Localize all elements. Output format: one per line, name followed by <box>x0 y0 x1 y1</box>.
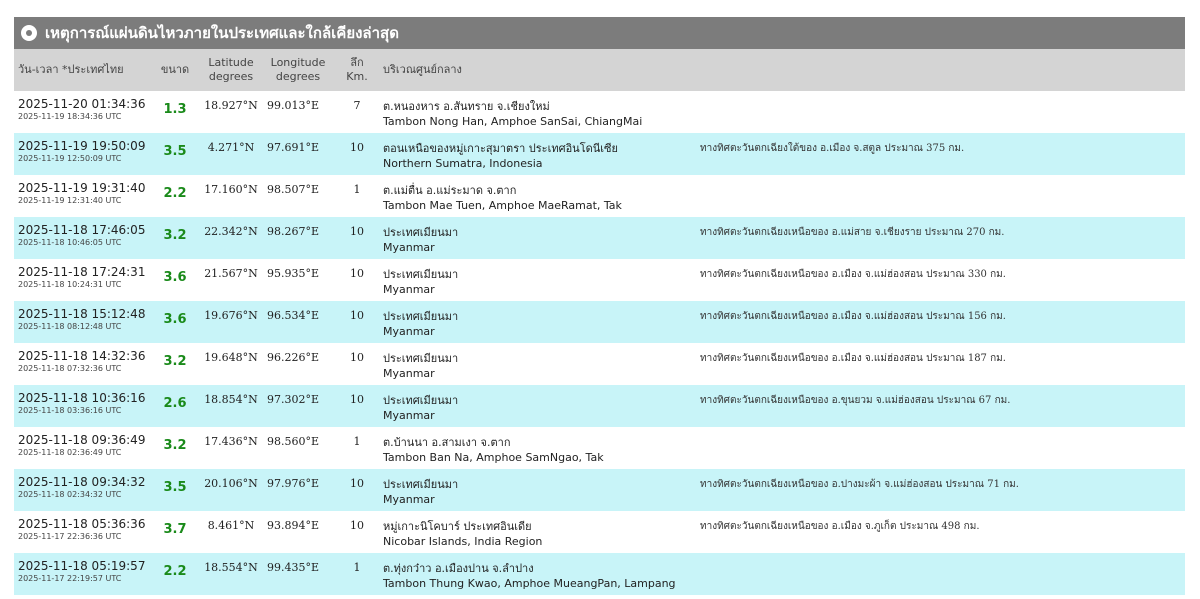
location-english: Myanmar <box>383 325 435 338</box>
location-cell <box>379 385 700 427</box>
datetime-cell <box>14 217 149 259</box>
location-cell <box>379 553 700 595</box>
depth-value: 10 <box>335 301 379 343</box>
utc-time: 2025-11-19 18:34:36 UTC <box>18 112 122 121</box>
location-cell <box>379 343 700 385</box>
datetime-cell <box>14 427 149 469</box>
longitude-value: 97.691°E <box>261 133 335 175</box>
table-row[interactable] <box>14 217 1185 259</box>
latitude-value: 21.567°N <box>204 267 258 280</box>
local-time: 2025-11-19 19:31:40 <box>18 181 146 195</box>
depth-value: 1 <box>353 435 361 448</box>
location-thai: ตอนเหนือของหมู่เกาะสุมาตรา ประเทศอินโดนีเซีย <box>383 142 618 155</box>
table-row[interactable] <box>14 553 1185 595</box>
utc-time: 2025-11-17 22:36:36 UTC <box>18 532 122 541</box>
table-row[interactable] <box>14 511 1185 553</box>
utc-time: 2025-11-18 03:36:16 UTC <box>18 406 122 415</box>
reference-distance: ทางทิศตะวันตกเฉียงใต้ของ อ.เมือง จ.สตูล ประมาณ 375 กม. <box>700 133 1185 175</box>
location-english: Tambon Ban Na, Amphoe SamNgao, Tak <box>383 451 604 464</box>
location-english: Tambon Nong Han, Amphoe SanSai, ChiangMai <box>383 115 643 128</box>
location-thai: ประเทศเมียนมา <box>383 394 459 407</box>
location-thai: ต.ทุ่งกว๋าว อ.เมืองปาน จ.ลำปาง <box>383 562 534 575</box>
magnitude-value: 3.5 <box>149 469 201 511</box>
local-time: 2025-11-18 15:12:48 <box>18 307 146 321</box>
depth-value: 10 <box>350 519 364 532</box>
local-time: 2025-11-19 19:50:09 <box>18 139 146 153</box>
location-thai: ประเทศเมียนมา <box>383 352 459 365</box>
longitude-value: 93.894°E <box>267 519 320 532</box>
local-time: 2025-11-18 17:46:05 <box>18 223 146 237</box>
datetime-cell <box>14 91 149 133</box>
location-thai: ต.บ้านนา อ.สามเงา จ.ตาก <box>383 436 511 449</box>
datetime-cell <box>14 343 149 385</box>
location-thai: ต.หนองหาร อ.สันทราย จ.เชียงใหม่ <box>383 100 550 113</box>
location-thai: ประเทศเมียนมา <box>383 478 459 491</box>
reference-distance <box>700 91 1185 133</box>
location-english: Myanmar <box>383 283 435 296</box>
datetime-cell <box>14 385 149 427</box>
magnitude-value: 3.6 <box>163 270 187 285</box>
reference-distance: ทางทิศตะวันตกเฉียงเหนือของ อ.เมือง จ.ภูเก็ต ประมาณ 498 กม. <box>700 521 980 532</box>
location-cell <box>379 175 700 217</box>
location-cell <box>379 427 700 469</box>
table-row[interactable] <box>14 427 1185 469</box>
reference-distance: ทางทิศตะวันตกเฉียงเหนือของ อ.เมือง จ.แม่ฮ่องสอน ประมาณ 330 กม. <box>700 269 1006 280</box>
location-english: Myanmar <box>383 409 435 422</box>
latitude-value: 19.648°N <box>204 351 258 364</box>
magnitude-value: 3.2 <box>149 217 201 259</box>
table-row[interactable] <box>14 469 1185 511</box>
location-thai: ประเทศเมียนมา <box>383 268 459 281</box>
depth-value: 10 <box>335 133 379 175</box>
latitude-value: 20.106°N <box>201 469 261 511</box>
depth-value: 1 <box>353 183 361 196</box>
reference-distance: ทางทิศตะวันตกเฉียงเหนือของ อ.เมือง จ.แม่ฮ่องสอน ประมาณ 156 กม. <box>700 301 1185 343</box>
location-english: Tambon Thung Kwao, Amphoe MueangPan, Lampang <box>383 577 676 590</box>
column-header-location[interactable]: บริเวณศูนย์กลาง <box>379 49 700 91</box>
latitude-value: 17.160°N <box>204 183 258 196</box>
datetime-cell <box>14 175 149 217</box>
location-thai: ต.แม่ตื่น อ.แม่ระมาด จ.ตาก <box>383 184 517 197</box>
local-time: 2025-11-18 09:36:49 <box>18 433 146 447</box>
magnitude-value: 3.5 <box>149 133 201 175</box>
table-row[interactable] <box>14 385 1185 427</box>
location-english: Northern Sumatra, Indonesia <box>383 157 543 170</box>
location-thai: หมู่เกาะนิโคบาร์ ประเทศอินเดีย <box>383 520 532 533</box>
table-body <box>14 91 1185 595</box>
column-header-depth[interactable]: ลึก Km. <box>335 49 379 91</box>
location-cell <box>379 301 700 343</box>
reference-distance: ทางทิศตะวันตกเฉียงเหนือของ อ.ขุนยวม จ.แม่ฮ่องสอน ประมาณ 67 กม. <box>700 385 1185 427</box>
local-time: 2025-11-18 10:36:16 <box>18 391 146 405</box>
magnitude-value: 1.3 <box>163 102 187 117</box>
panel-title-bar <box>14 17 1185 49</box>
longitude-value: 99.013°E <box>267 99 320 112</box>
reference-distance <box>700 175 1185 217</box>
depth-value: 10 <box>335 385 379 427</box>
earthquake-table <box>14 49 1185 595</box>
location-english: Myanmar <box>383 493 435 506</box>
longitude-value: 95.935°E <box>267 267 320 280</box>
location-english: Tambon Mae Tuen, Amphoe MaeRamat, Tak <box>383 199 622 212</box>
local-time: 2025-11-20 01:34:36 <box>18 97 146 111</box>
table-row[interactable] <box>14 301 1185 343</box>
column-header-datetime[interactable]: วัน-เวลา *ประเทศไทย <box>14 49 149 91</box>
magnitude-value: 2.2 <box>149 553 201 595</box>
magnitude-value: 3.2 <box>163 438 187 453</box>
location-thai: ประเทศเมียนมา <box>383 310 459 323</box>
local-time: 2025-11-18 09:34:32 <box>18 475 146 489</box>
utc-time: 2025-11-18 07:32:36 UTC <box>18 364 122 373</box>
utc-time: 2025-11-19 12:50:09 UTC <box>18 154 122 163</box>
depth-value: 10 <box>350 267 364 280</box>
latitude-value: 18.554°N <box>201 553 261 595</box>
latitude-value: 19.676°N <box>201 301 261 343</box>
depth-value: 10 <box>335 217 379 259</box>
datetime-cell <box>14 301 149 343</box>
depth-value: 10 <box>335 469 379 511</box>
local-time: 2025-11-18 14:32:36 <box>18 349 146 363</box>
location-cell <box>379 259 700 301</box>
earthquake-panel <box>14 17 1185 599</box>
utc-time: 2025-11-17 22:19:57 UTC <box>18 574 122 583</box>
utc-time: 2025-11-18 08:12:48 UTC <box>18 322 122 331</box>
longitude-value: 98.560°E <box>267 435 320 448</box>
longitude-value: 97.976°E <box>261 469 335 511</box>
table-row[interactable] <box>14 91 1185 133</box>
location-english: Myanmar <box>383 367 435 380</box>
reference-distance <box>700 553 1185 595</box>
latitude-value: 22.342°N <box>201 217 261 259</box>
depth-value: 1 <box>335 553 379 595</box>
reference-distance: ทางทิศตะวันตกเฉียงเหนือของ อ.เมือง จ.แม่ฮ่องสอน ประมาณ 187 กม. <box>700 353 1006 364</box>
location-cell <box>379 217 700 259</box>
datetime-cell <box>14 553 149 595</box>
depth-value: 10 <box>350 351 364 364</box>
reference-distance: ทางทิศตะวันตกเฉียงเหนือของ อ.แม่สาย จ.เชียงราย ประมาณ 270 กม. <box>700 217 1185 259</box>
location-english: Nicobar Islands, India Region <box>383 535 543 548</box>
utc-time: 2025-11-19 12:31:40 UTC <box>18 196 122 205</box>
longitude-value: 97.302°E <box>261 385 335 427</box>
location-cell <box>379 511 700 553</box>
table-row[interactable] <box>14 133 1185 175</box>
latitude-value: 4.271°N <box>201 133 261 175</box>
magnitude-value: 2.2 <box>163 186 187 201</box>
utc-time: 2025-11-18 02:34:32 UTC <box>18 490 122 499</box>
reference-distance: ทางทิศตะวันตกเฉียงเหนือของ อ.ปางมะผ้า จ.แม่ฮ่องสอน ประมาณ 71 กม. <box>700 469 1185 511</box>
local-time: 2025-11-18 05:19:57 <box>18 559 146 573</box>
utc-time: 2025-11-18 02:36:49 UTC <box>18 448 122 457</box>
latitude-value: 18.854°N <box>201 385 261 427</box>
location-thai: ประเทศเมียนมา <box>383 226 459 239</box>
longitude-value: 96.226°E <box>267 351 320 364</box>
column-header-latitude[interactable]: Latitude degrees <box>201 49 261 91</box>
magnitude-value: 3.7 <box>163 522 187 537</box>
datetime-cell <box>14 511 149 553</box>
location-cell <box>379 133 700 175</box>
depth-value: 7 <box>353 99 361 112</box>
location-english: Myanmar <box>383 241 435 254</box>
location-cell <box>379 91 700 133</box>
column-header-reference <box>700 49 1185 91</box>
latitude-value: 17.436°N <box>204 435 258 448</box>
local-time: 2025-11-18 17:24:31 <box>18 265 146 279</box>
column-header-longitude[interactable]: Longitude degrees <box>261 49 335 91</box>
longitude-value: 98.507°E <box>267 183 320 196</box>
reference-distance <box>700 427 1185 469</box>
datetime-cell <box>14 259 149 301</box>
datetime-cell <box>14 469 149 511</box>
latitude-value: 8.461°N <box>207 519 255 532</box>
datetime-cell <box>14 133 149 175</box>
location-cell <box>379 469 700 511</box>
utc-time: 2025-11-18 10:46:05 UTC <box>18 238 122 247</box>
latitude-value: 18.927°N <box>204 99 258 112</box>
table-row[interactable] <box>14 343 1185 385</box>
utc-time: 2025-11-18 10:24:31 UTC <box>18 280 122 289</box>
table-header-row <box>14 49 1185 91</box>
local-time: 2025-11-18 05:36:36 <box>18 517 146 531</box>
longitude-value: 98.267°E <box>261 217 335 259</box>
panel-title: เหตุการณ์แผ่นดินไหวภายในประเทศและใกล้เคียงล่าสุด <box>45 24 399 42</box>
longitude-value: 99.435°E <box>261 553 335 595</box>
disc-icon <box>21 25 37 41</box>
magnitude-value: 3.6 <box>149 301 201 343</box>
table-row[interactable] <box>14 259 1185 301</box>
magnitude-value: 2.6 <box>149 385 201 427</box>
magnitude-value: 3.2 <box>163 354 187 369</box>
column-header-magnitude[interactable]: ขนาด <box>149 49 201 91</box>
table-row[interactable] <box>14 175 1185 217</box>
longitude-value: 96.534°E <box>261 301 335 343</box>
